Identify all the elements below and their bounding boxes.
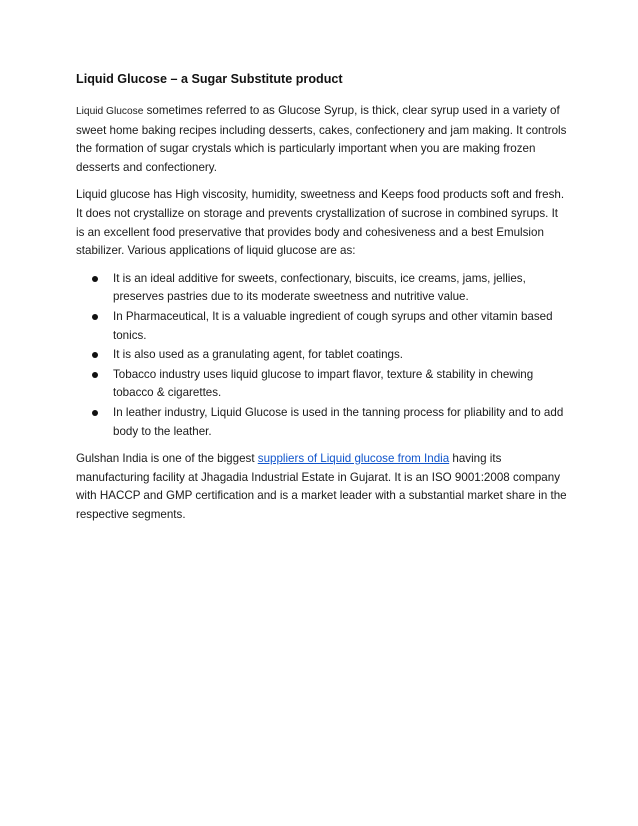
closing-text-before-link: Gulshan India is one of the biggest xyxy=(76,452,258,466)
list-item xyxy=(76,270,568,307)
list-item-text: In leather industry, Liquid Glucose is used in the tanning process for pliability and to add body to the leather. xyxy=(113,405,564,438)
document-body xyxy=(76,70,568,533)
bullet-icon xyxy=(92,352,98,358)
list-item-text: It is also used as a granulating agent, for tablet coatings. xyxy=(113,348,404,362)
list-item xyxy=(76,308,568,345)
list-item xyxy=(76,366,568,403)
document-title: Liquid Glucose – a Sugar Substitute product xyxy=(76,72,343,86)
bullet-icon xyxy=(92,372,98,378)
bullet-icon xyxy=(92,410,98,416)
closing-text-after-link: having its manufacturing facility at Jhagadia Industrial Estate in Gujarat. It is an ISO 9001:2008 company with HACCP and GMP certification and is a market leader with a substantial market share in the respective segments. xyxy=(76,452,567,521)
list-item-text: It is an ideal additive for sweets, confectionary, biscuits, ice creams, jams, jellies, preserves pastries due to its moderate sweetness and nutritive value. xyxy=(113,271,526,304)
closing-paragraph xyxy=(76,450,568,524)
list-item-text: In Pharmaceutical, It is a valuable ingredient of cough syrups and other vitamin based tonics. xyxy=(113,309,553,342)
list-item xyxy=(76,346,568,365)
applications-list xyxy=(76,270,568,441)
intro-lead-term: Liquid Glucose xyxy=(76,106,144,117)
intro-text: sometimes referred to as Glucose Syrup, is thick, clear syrup used in a variety of sweet home baking recipes including desserts, cakes, confectionery and jam making. It controls the formation of sugar crystals which is particularly important when you are making frozen desserts and confectionery. xyxy=(76,104,567,174)
suppliers-link[interactable]: suppliers of Liquid glucose from India xyxy=(257,452,450,466)
bullet-icon xyxy=(92,276,98,282)
list-item-text: Tobacco industry uses liquid glucose to impart flavor, texture & stability in chewing tobacco & cigarettes. xyxy=(113,367,534,400)
intro-paragraph xyxy=(76,102,568,177)
properties-paragraph: Liquid glucose has High viscosity, humidity, sweetness and Keeps food products soft and fresh. It does not crystallize on storage and prevents crystallization of sucrose in combined syrups. It is an excellent food preservative that provides body and cohesiveness and a best Emulsion stabilizer. Various applications of liquid glucose are as: xyxy=(76,188,565,258)
list-item xyxy=(76,404,568,441)
bullet-icon xyxy=(92,314,98,320)
